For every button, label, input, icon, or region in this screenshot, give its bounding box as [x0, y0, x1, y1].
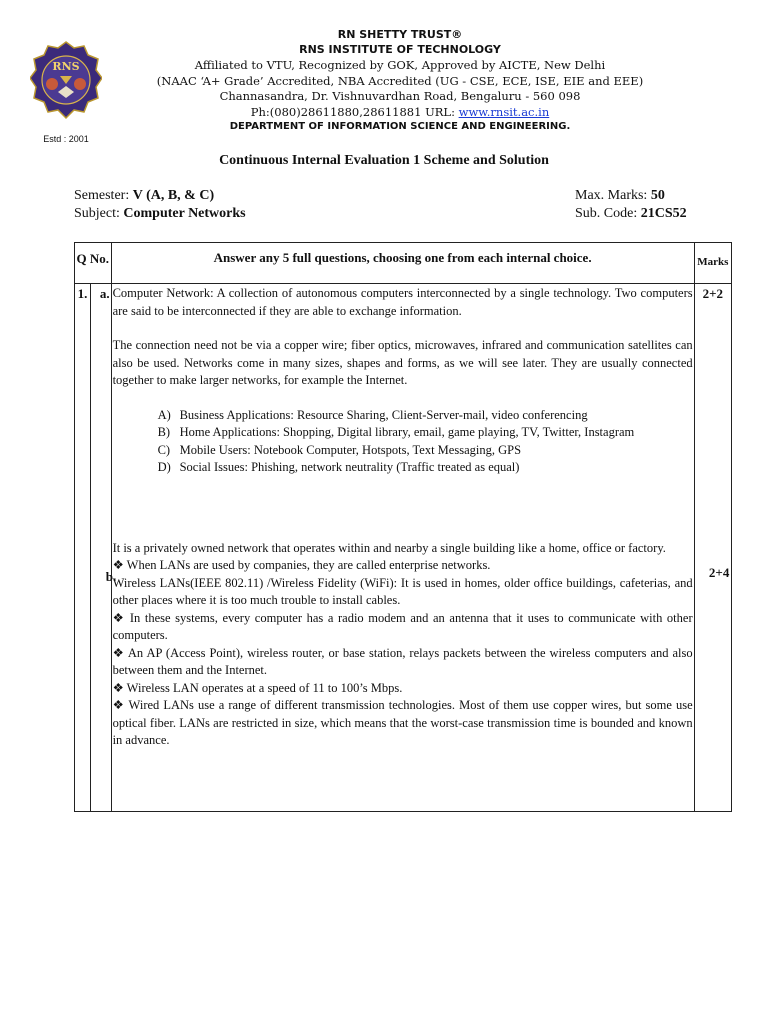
max-marks-label: Max. Marks:: [575, 188, 651, 203]
accreditation-text: (NAAC ‘A+ Grade’ Accredited, NBA Accredited (UG - CSE, ECE, ISE, EIE and EEE): [156, 74, 644, 88]
semester-value: V (A, B, & C): [132, 188, 215, 203]
question-table: [74, 242, 732, 812]
address-text: Channasandra, Dr. Vishnuvardhan Road, Bengaluru - 560 098: [219, 89, 581, 103]
document-title: Continuous Internal Evaluation 1 Scheme and Solution: [219, 153, 549, 168]
affiliation-text: Affiliated to VTU, Recognized by GOK, Approved by AICTE, New Delhi: [194, 58, 606, 72]
answer-b-radio: ❖ In these systems, every computer has a radio modem and an antenna that it uses to communicate with other computers.: [112, 610, 693, 642]
answer-b-speed: ❖ Wireless LAN operates at a speed of 11 to 100’s Mbps.: [112, 680, 403, 695]
website-link[interactable]: www.rnsit.ac.in: [458, 105, 550, 119]
table-row: [75, 284, 732, 812]
answer-b-wireless: Wireless LANs(IEEE 802.11) /Wireless Fidelity (WiFi): It is used in homes, older office buildings, cafeterias, and other places where it is too much trouble to install cables.: [112, 575, 693, 607]
subject-line: [74, 206, 246, 222]
answer-cell: [111, 284, 694, 812]
phone-text: Ph:(080)28611880,28611881 URL:: [250, 105, 459, 119]
answer-a-connection: The connection need not be via a copper wire; fiber optics, microwaves, infrared and communication satellites can also be used. Networks come in many sizes, shapes and forms, as we will see later. They are usually connected together to make larger networks, for example the Internet.: [112, 338, 693, 387]
established-text: Estd : 2001: [43, 134, 89, 144]
marks-b: 2+4: [708, 565, 730, 580]
department-name: DEPARTMENT OF INFORMATION SCIENCE AND ENGINEERING.: [229, 121, 571, 132]
marks-header: Marks: [694, 243, 731, 284]
question-number: 1.: [75, 284, 91, 812]
semester-line: [74, 188, 214, 204]
list-item: A) Business Applications: Resource Sharing, Client-Server-mail, video conferencing: [157, 407, 588, 422]
answer-b-definition: It is a privately owned network that operates within and nearby a single building like a home, office or factory.: [112, 540, 666, 555]
answer-b-wired: ❖ Wired LANs use a range of different transmission technologies. Most of them use copper wires, but some use optical fiber. LANs are restricted in size, which means that the worst-case transmission time is bounded and known in advance.: [112, 698, 693, 747]
list-item: B) Home Applications: Shopping, Digital library, email, game playing, TV, Twitter, Instagram: [157, 425, 635, 439]
institute-name: RNS INSTITUTE OF TECHNOLOGY: [299, 43, 501, 56]
answer-a-definition: Computer Network: A collection of autonomous computers interconnected by a single technology. Two computers are said to be interconnected if they are able to exchange information.: [112, 286, 693, 318]
sub-code-label: Sub. Code:: [575, 206, 641, 221]
subpart-labels: [91, 284, 117, 812]
subject-value: Computer Networks: [123, 206, 246, 221]
max-marks-line: [575, 188, 665, 204]
institute-logo-icon: [30, 40, 102, 120]
subpart-a-label: a.: [99, 286, 110, 301]
trust-name: RN SHETTY TRUST®: [337, 28, 463, 41]
marks-cell: [694, 284, 731, 812]
table-header-row: [75, 243, 732, 284]
contact-line: [100, 105, 700, 119]
list-item: D) Social Issues: Phishing, network neutrality (Traffic treated as equal): [157, 460, 520, 474]
semester-label: Semester:: [74, 188, 133, 203]
sub-code-line: [575, 206, 687, 222]
answer-b-access-point: ❖ An AP (Access Point), wireless router, or base station, relays packets between the wireless computers and also between them and the Internet.: [112, 645, 693, 677]
svg-text:RNS: RNS: [52, 60, 80, 73]
instruction-header: Answer any 5 full questions, choosing one from each internal choice.: [111, 243, 694, 284]
list-item: C) Mobile Users: Notebook Computer, Hotspots, Text Messaging, GPS: [157, 442, 522, 457]
answer-b-enterprise: ❖ When LANs are used by companies, they are called enterprise networks.: [112, 558, 491, 572]
applications-list: [113, 407, 693, 477]
qno-header: Q No.: [75, 243, 112, 284]
subject-label: Subject:: [74, 206, 124, 221]
max-marks-value: 50: [650, 188, 665, 203]
sub-code-value: 21CS52: [640, 206, 687, 221]
marks-a: 2+2: [702, 286, 724, 301]
subpart-b-label: b.: [105, 569, 117, 584]
